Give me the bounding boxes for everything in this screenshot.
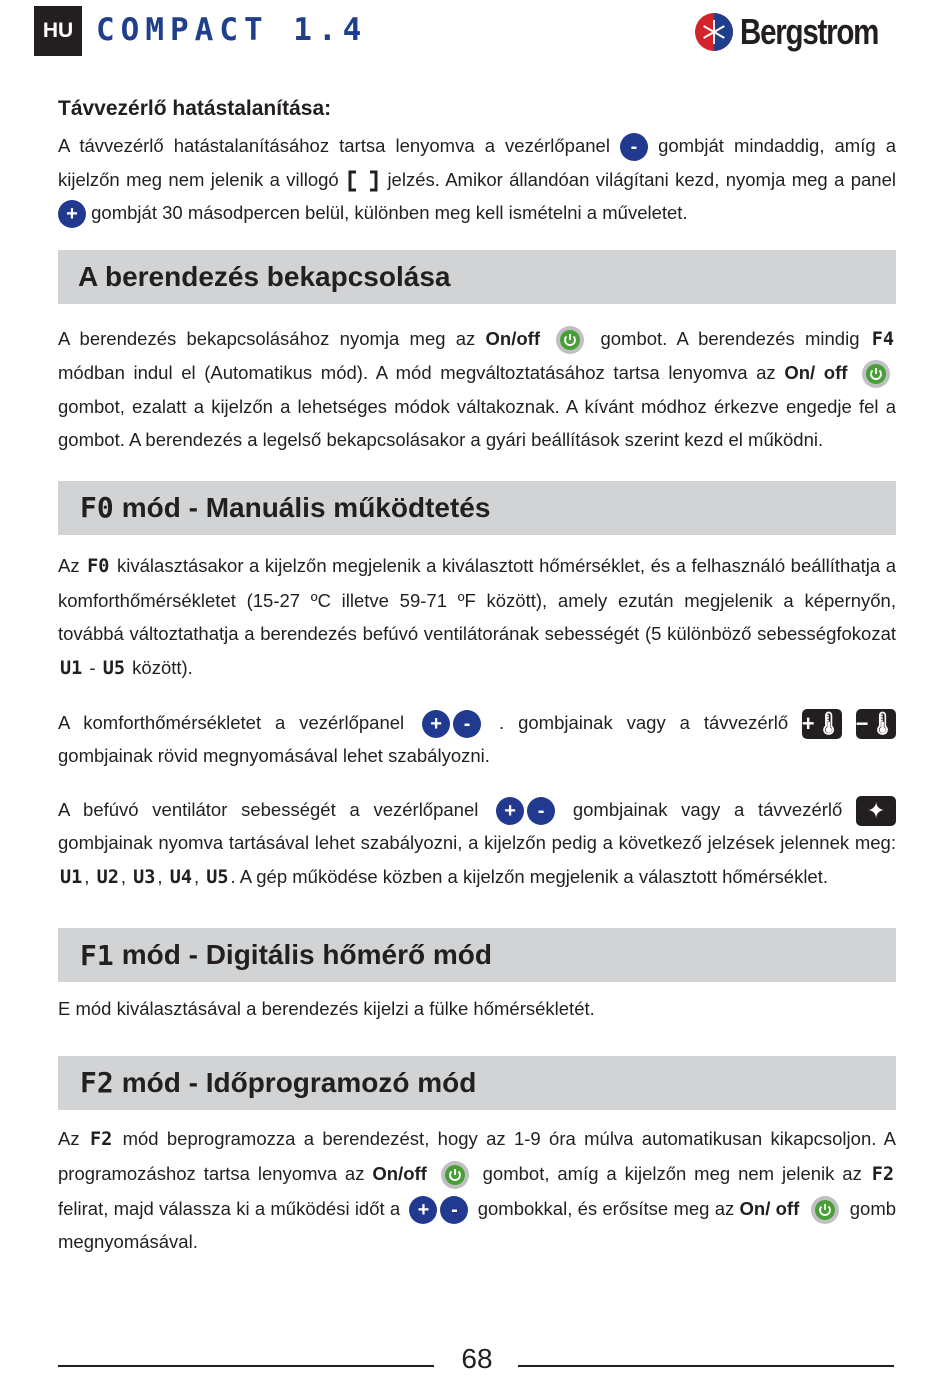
f0-text-1: Az F0 kiválasztásakor a kijelzőn megjelenik a kiválasztott hőmérséklet, és a felhasználó beállíthatja a komforthőmérsékletet (15-27 ºC illetve 59-71 ºF között), amely ezután megjelenik a képernyőn, továbbá változtathatja a berendezés befúvó ventilátorának sebességét (5 különböző sebességfokozat U1 - U5 között). xyxy=(58,549,896,686)
mode-f2-code: F2 xyxy=(80,1066,114,1100)
minus-button-icon: - xyxy=(453,710,481,738)
mode-f0-code: F0 xyxy=(80,491,114,525)
section-band-f2 xyxy=(58,1056,896,1110)
power-button-icon xyxy=(862,360,890,388)
minus-button-icon: - xyxy=(527,797,555,825)
f1-heading: mód - Digitális hőmérő mód xyxy=(121,939,492,971)
f2-text: Az F2 mód beprogramozza a berendezést, hogy az 1-9 óra múlva automatikusan kikapcsoljon. A programozáshoz tartsa lenyomva az On/off gombot, amíg a kijelzőn meg nem jelenik az F2 felirat, majd válassza ki a működési időt a + - gombokkal, és erősítse meg az On/ off gomb megnyomásával. xyxy=(58,1122,896,1259)
mode-f1-code: F1 xyxy=(80,938,114,972)
power-button-icon xyxy=(811,1196,839,1224)
speed-code: U3 xyxy=(133,866,156,888)
mode-f2-code: F2 xyxy=(871,1164,895,1186)
remote-fan-icon: ✦ xyxy=(856,796,896,826)
remote-disable-text: A távvezérlő hatástalanításához tartsa lenyomva a vezérlőpanel - gombját mindaddig, amíg a kijelzőn meg nem jelenik a villogó jelzés. Amikor állandóan világítani kezd, nyomja meg a panel + gombját 30 másodpercen belül, különben meg kell ismételni a műveletet. xyxy=(58,129,896,230)
plus-minus-buttons xyxy=(422,710,481,738)
remote-temp-minus-icon: −🌡 xyxy=(856,709,896,739)
page-content xyxy=(58,95,896,1259)
speed-code: U4 xyxy=(169,866,192,888)
section-band-f0 xyxy=(58,481,896,535)
speed-code: U5 xyxy=(206,866,229,888)
f1-text: E mód kiválasztásával a berendezés kijelzi a fülke hőmérsékletét. xyxy=(58,998,595,1020)
power-button-icon xyxy=(441,1161,469,1189)
minus-button-icon: - xyxy=(440,1196,468,1224)
footer-rule-right xyxy=(518,1365,894,1367)
speed-code: U2 xyxy=(96,866,119,888)
blinking-brackets-icon xyxy=(347,170,379,192)
language-badge: HU xyxy=(34,6,82,56)
brand-name: Bergstrom xyxy=(740,11,879,52)
snowflake-sun-logo-icon xyxy=(694,12,734,52)
page-header xyxy=(0,0,950,80)
minus-button-icon: - xyxy=(620,133,648,161)
mode-f2-code: F2 xyxy=(89,1129,113,1151)
f0-text-2: A komforthőmérsékletet a vezérlőpanel + - . gombjainak vagy a távvezérlő +🌡 −🌡 gombjainak rövid megnyomásával lehet szabályozni. xyxy=(58,706,896,773)
f0-text-3: A befúvó ventilátor sebességét a vezérlőpanel + - gombjainak vagy a távvezérlő ✦ gombjainak nyomva tartásával lehet szabályozni, a kijelzőn pedig a következő jelzések jelennek meg: U1 , U2 , U3 , U4 , U5 . A gép működése közben a kijelzőn megjelenik a választott hőmérséklet. xyxy=(58,793,896,895)
section-band-power-on xyxy=(58,250,896,304)
page-number: 68 xyxy=(461,1343,493,1374)
remote-temp-plus-icon: +🌡 xyxy=(802,709,842,739)
plus-minus-buttons xyxy=(496,797,555,825)
power-on-text: A berendezés bekapcsolásához nyomja meg az On/off gombot. A berendezés mindig F4 módban indul el (Automatikus mód). A mód megváltoztatásához tartsa lenyomva az On/ off gombot, ezalatt a kijelzőn a lehetséges módok váltakoznak. A kívánt módhoz érkezve engedje fel a gombot. A berendezés a legelső bekapcsolásakor a gyári beállítások szerint kezd el működni. xyxy=(58,322,896,457)
plus-minus-buttons xyxy=(409,1196,468,1224)
plus-button-icon: + xyxy=(58,200,86,228)
speed-code: U1 xyxy=(60,866,83,888)
plus-button-icon: + xyxy=(409,1196,437,1224)
power-button-icon xyxy=(556,326,584,354)
mode-f0-code: F0 xyxy=(87,556,110,578)
remote-disable-heading: Távvezérlő hatástalanítása: xyxy=(58,97,332,120)
plus-button-icon: + xyxy=(496,797,524,825)
section-band-f1 xyxy=(58,928,896,982)
mode-f4-code: F4 xyxy=(871,328,894,350)
plus-button-icon: + xyxy=(422,710,450,738)
speed-u5-code: U5 xyxy=(102,658,126,680)
f0-heading: mód - Manuális működtetés xyxy=(121,491,491,523)
power-on-heading: A berendezés bekapcsolása xyxy=(78,260,451,292)
speed-u1-code: U1 xyxy=(60,658,83,680)
f2-heading: mód - Időprogramozó mód xyxy=(121,1066,477,1098)
brand-logo xyxy=(694,8,909,56)
product-title: COMPACT 1.4 xyxy=(96,12,368,48)
